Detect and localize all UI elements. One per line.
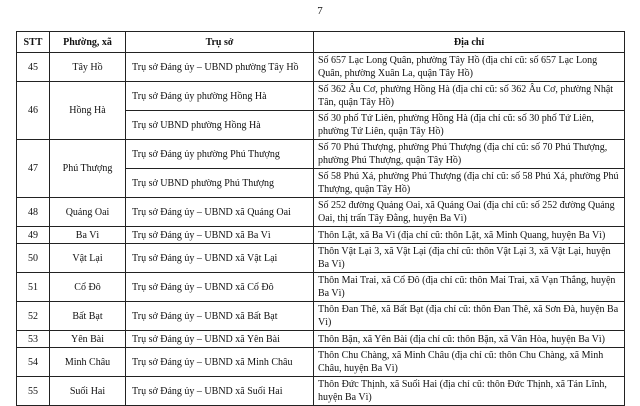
cell-ward: Hồng Hà xyxy=(50,82,126,140)
cell-office: Trụ sở Đảng ủy – UBND xã Bất Bạt xyxy=(126,302,314,331)
cell-office: Trụ sở Đảng ủy – UBND xã Suối Hai xyxy=(126,377,314,406)
table-row xyxy=(17,273,625,302)
cell-office: Trụ sở Đảng ủy phường Hồng Hà xyxy=(126,82,314,111)
cell-address: Số 252 đường Quảng Oai, xã Quảng Oai (địa chỉ cũ: số 252 đường Quảng Oai, thị trấn Tây Đằng, huyện Ba Vì) xyxy=(314,198,625,227)
header-ward: Phường, xã xyxy=(50,32,126,53)
cell-office: Trụ sở UBND phường Phú Thượng xyxy=(126,169,314,198)
cell-stt: 48 xyxy=(17,198,50,227)
cell-address: Số 30 phố Tứ Liên, phường Hồng Hà (địa chỉ cũ: số 30 phố Tứ Liên, phường Tứ Liên, quận Tây Hồ) xyxy=(314,111,625,140)
cell-address: Thôn Đức Thịnh, xã Suối Hai (địa chỉ cũ: thôn Đức Thịnh, xã Tản Lĩnh, huyện Ba Vì) xyxy=(314,377,625,406)
cell-ward: Minh Châu xyxy=(50,348,126,377)
cell-stt: 49 xyxy=(17,227,50,244)
cell-stt: 45 xyxy=(17,53,50,82)
cell-ward: Cổ Đô xyxy=(50,273,126,302)
cell-stt: 55 xyxy=(17,377,50,406)
cell-office: Trụ sở UBND phường Hồng Hà xyxy=(126,111,314,140)
cell-stt: 50 xyxy=(17,244,50,273)
cell-ward: Tây Hồ xyxy=(50,53,126,82)
cell-address: Thôn Mai Trai, xã Cổ Đô (địa chỉ cũ: thôn Mai Trai, xã Vạn Thắng, huyện Ba Vì) xyxy=(314,273,625,302)
table-row xyxy=(17,53,625,82)
header-address: Địa chỉ xyxy=(314,32,625,53)
table-row xyxy=(17,227,625,244)
cell-ward: Ba Vì xyxy=(50,227,126,244)
cell-address: Thôn Bặn, xã Yên Bài (địa chỉ cũ: thôn Bặn, xã Vân Hòa, huyện Ba Vì) xyxy=(314,331,625,348)
header-office: Trụ sở xyxy=(126,32,314,53)
cell-address: Số 362 Âu Cơ, phường Hồng Hà (địa chỉ cũ: số 362 Âu Cơ, phường Nhật Tân, quận Tây Hồ) xyxy=(314,82,625,111)
cell-address: Số 657 Lạc Long Quân, phường Tây Hồ (địa chỉ cũ: số 657 Lạc Long Quân, phường Xuân La, quận Tây Hồ) xyxy=(314,53,625,82)
cell-address: Thôn Đan Thê, xã Bất Bạt (địa chỉ cũ: thôn Đan Thê, xã Sơn Đà, huyện Ba Vì) xyxy=(314,302,625,331)
table-header-row xyxy=(17,32,625,53)
header-stt: STT xyxy=(17,32,50,53)
cell-office: Trụ sở Đảng ủy – UBND phường Tây Hồ xyxy=(126,53,314,82)
cell-office: Trụ sở Đảng ủy – UBND xã Ba Vì xyxy=(126,227,314,244)
cell-office: Trụ sở Đảng ủy phường Phú Thượng xyxy=(126,140,314,169)
table-row xyxy=(17,302,625,331)
table-row xyxy=(17,82,625,111)
cell-office: Trụ sở Đảng ủy – UBND xã Vật Lại xyxy=(126,244,314,273)
table-row xyxy=(17,348,625,377)
cell-stt: 54 xyxy=(17,348,50,377)
table-row xyxy=(17,331,625,348)
cell-ward: Phú Thượng xyxy=(50,140,126,198)
cell-office: Trụ sở Đảng ủy – UBND xã Minh Châu xyxy=(126,348,314,377)
cell-address: Thôn Lặt, xã Ba Vì (địa chỉ cũ: thôn Lặt, xã Minh Quang, huyện Ba Vì) xyxy=(314,227,625,244)
cell-stt: 53 xyxy=(17,331,50,348)
cell-stt: 52 xyxy=(17,302,50,331)
cell-stt: 46 xyxy=(17,82,50,140)
table-row xyxy=(17,140,625,169)
cell-address: Thôn Vật Lại 3, xã Vật Lại (địa chỉ cũ: thôn Vật Lại 3, xã Vật Lại, huyện Ba Vì) xyxy=(314,244,625,273)
table-body xyxy=(17,53,625,406)
page-number: 7 xyxy=(317,5,323,17)
table-row xyxy=(17,244,625,273)
cell-address: Thôn Chu Chàng, xã Minh Châu (địa chỉ cũ: thôn Chu Chàng, xã Minh Châu, huyện Ba Vì) xyxy=(314,348,625,377)
table-row xyxy=(17,198,625,227)
cell-ward: Yên Bài xyxy=(50,331,126,348)
cell-address: Số 58 Phú Xá, phường Phú Thượng (địa chỉ cũ: số 58 Phú Xá, phường Phú Thượng, quận Tây Hồ) xyxy=(314,169,625,198)
cell-office: Trụ sở Đảng ủy – UBND xã Quảng Oai xyxy=(126,198,314,227)
cell-stt: 51 xyxy=(17,273,50,302)
table-row xyxy=(17,377,625,406)
office-address-table xyxy=(16,31,625,406)
cell-office: Trụ sở Đảng ủy – UBND xã Cổ Đô xyxy=(126,273,314,302)
cell-office: Trụ sở Đảng ủy – UBND xã Yên Bài xyxy=(126,331,314,348)
cell-ward: Vật Lại xyxy=(50,244,126,273)
cell-address: Số 70 Phú Thượng, phường Phú Thượng (địa chỉ cũ: số 70 Phú Thượng, phường Phú Thượng, quận Tây Hồ) xyxy=(314,140,625,169)
cell-ward: Quảng Oai xyxy=(50,198,126,227)
cell-ward: Bất Bạt xyxy=(50,302,126,331)
cell-stt: 47 xyxy=(17,140,50,198)
cell-ward: Suối Hai xyxy=(50,377,126,406)
